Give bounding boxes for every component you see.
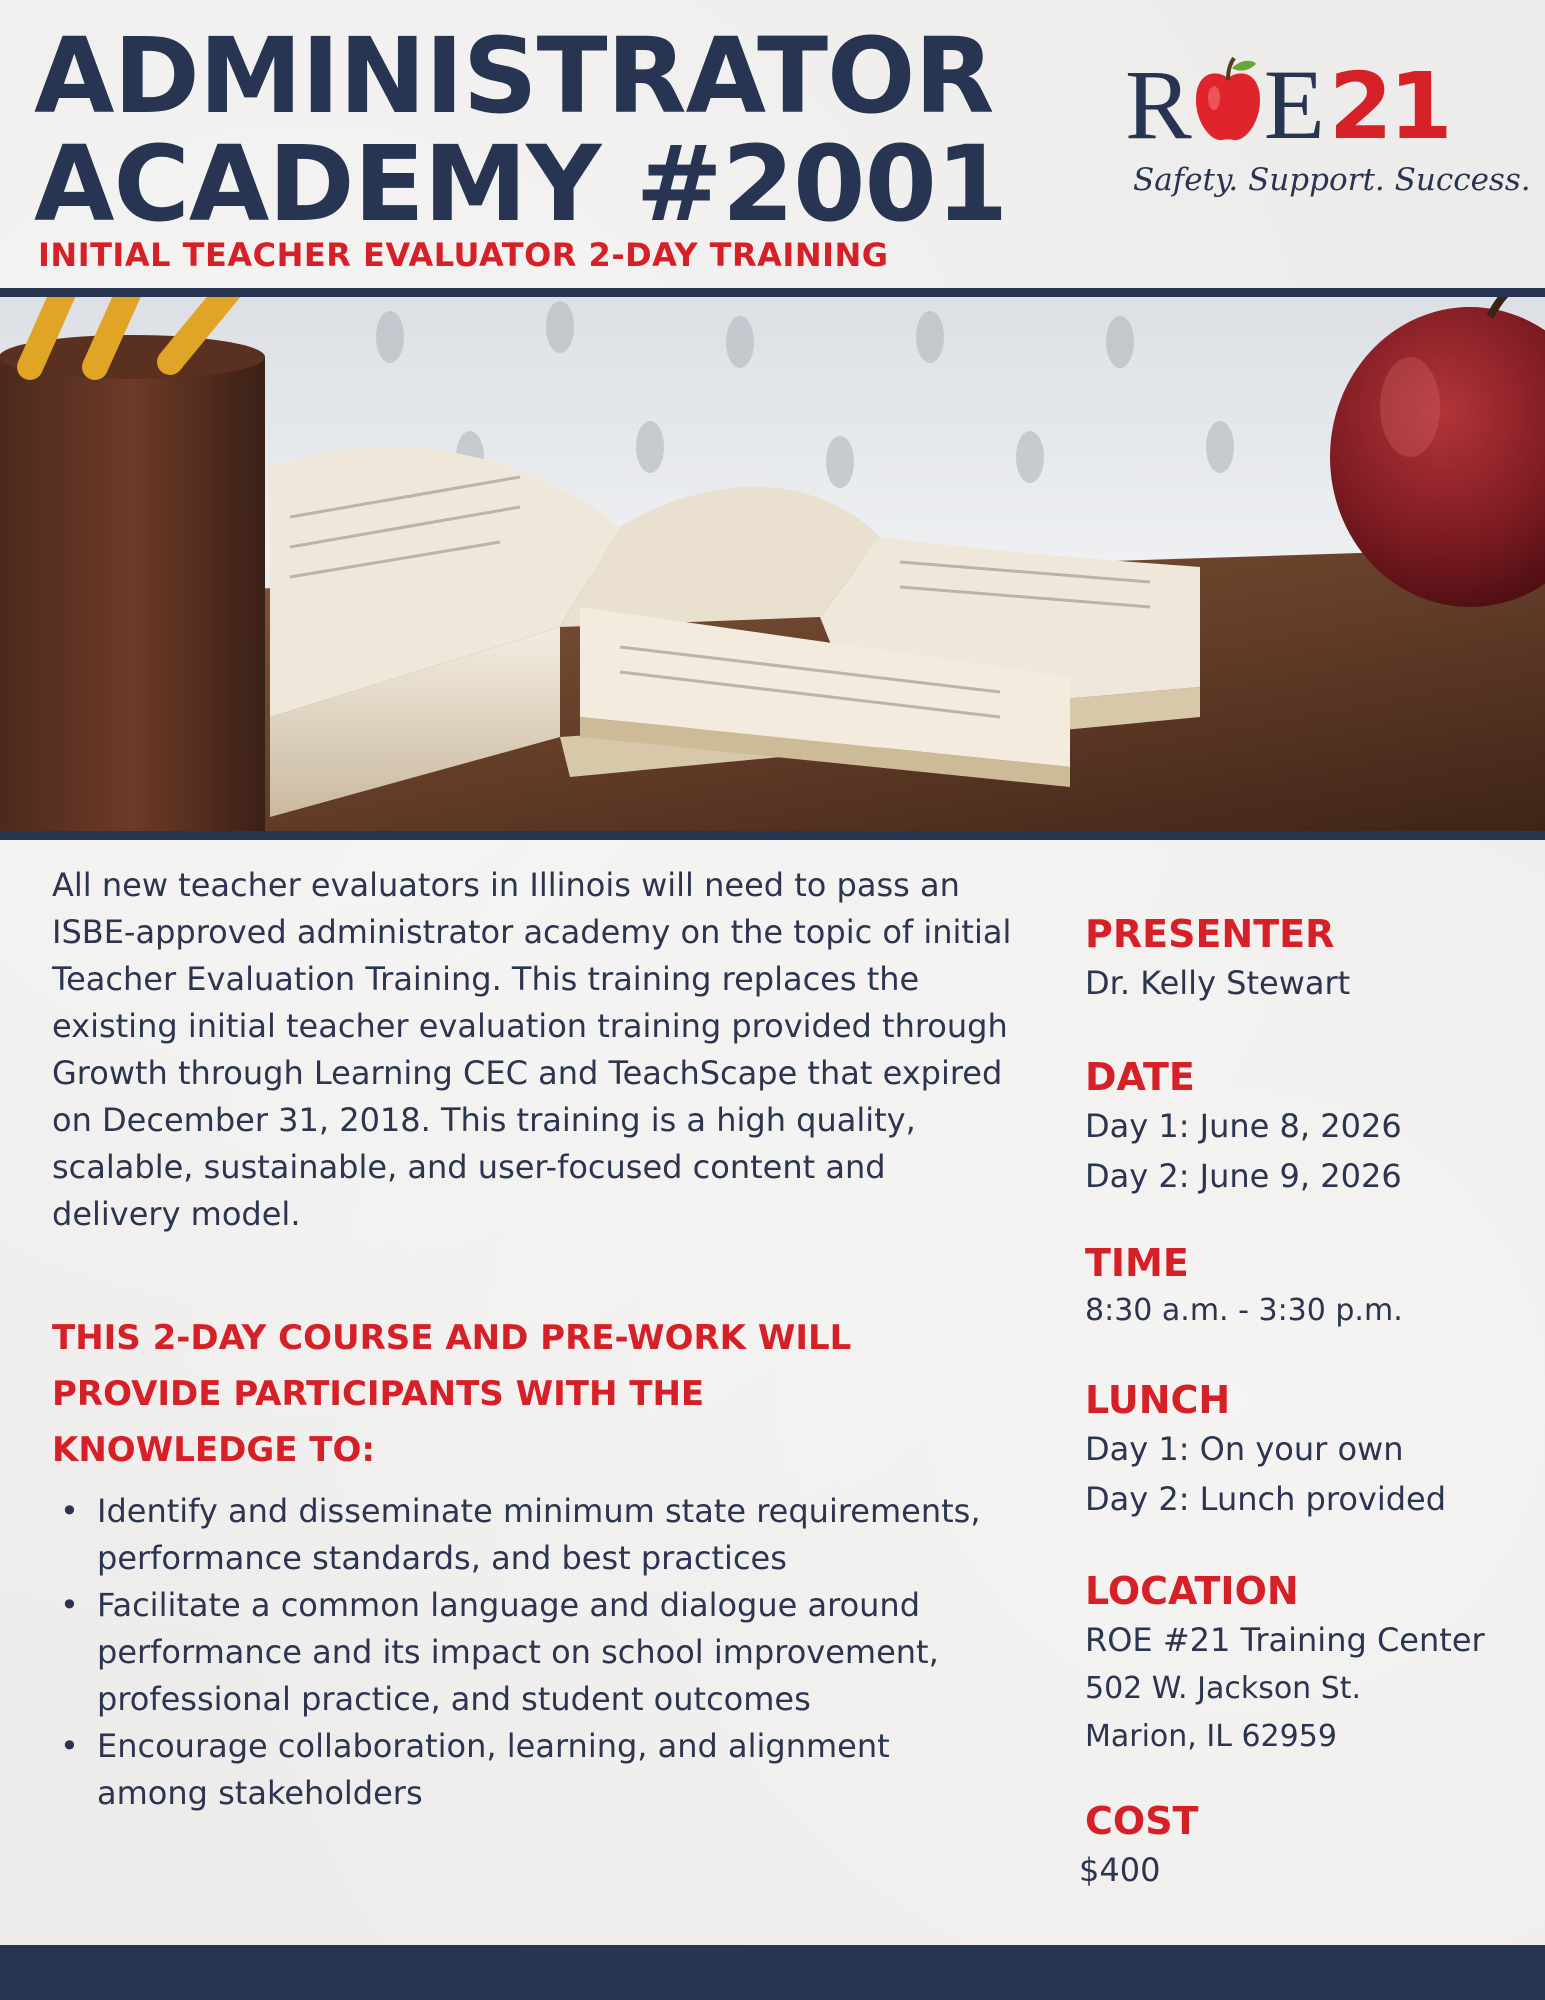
time-section	[1085, 1239, 1403, 1335]
header-photo-books-apple	[0, 297, 1545, 831]
date-section	[1085, 1053, 1402, 1201]
cost-heading: COST	[1085, 1799, 1199, 1843]
location-venue: ROE #21 Training Center	[1085, 1621, 1485, 1659]
apple-icon	[1192, 54, 1264, 144]
location-heading: LOCATION	[1085, 1569, 1299, 1613]
photo-bottom-rule	[0, 831, 1545, 840]
list-item: • Identify and disseminate minimum state requirements, performance standards, and best practices	[52, 1488, 1002, 1582]
time-heading: TIME	[1085, 1241, 1189, 1285]
footer-bar	[0, 1945, 1545, 2000]
list-item: • Encourage collaboration, learning, and alignment among stakeholders	[52, 1723, 1002, 1817]
page-title	[34, 15, 1014, 245]
presenter-name: Dr. Kelly Stewart	[1085, 964, 1351, 1002]
date-day-2: Day 2: June 9, 2026	[1085, 1157, 1402, 1195]
logo-number: 21	[1328, 53, 1449, 160]
cost-section	[1079, 1797, 1198, 1895]
time-value: 8:30 a.m. - 3:30 p.m.	[1085, 1293, 1403, 1328]
location-section	[1085, 1567, 1485, 1761]
presenter-section	[1085, 910, 1350, 1008]
date-day-1: Day 1: June 8, 2026	[1085, 1107, 1402, 1145]
roe21-logo	[1125, 49, 1531, 210]
logo-letter-r: R	[1125, 49, 1192, 160]
objectives-list	[52, 1488, 1002, 1817]
course-heading: THIS 2-DAY COURSE AND PRE-WORK WILL PROVIDE PARTICIPANTS WITH THE KNOWLEDGE TO:	[52, 1318, 852, 1470]
intro-paragraph: All new teacher evaluators in Illinois will need to pass an ISBE-approved administrator academy on the topic of initial Teacher Evaluation Training. This training replaces the existing initial teacher evaluation training provided through Growth through Learning CEC and TeachScape that expired on December 31, 2018. This training is a high quality, scalable, sustainable, and user-focused content and delivery model.	[52, 866, 1012, 1233]
page-subtitle: INITIAL TEACHER EVALUATOR 2-DAY TRAINING	[38, 236, 889, 274]
lunch-heading: LUNCH	[1085, 1378, 1231, 1422]
lunch-day-1: Day 1: On your own	[1085, 1430, 1404, 1468]
photo-top-rule	[0, 288, 1545, 297]
location-city: Marion, IL 62959	[1085, 1719, 1337, 1754]
logo-wordmark	[1125, 50, 1449, 160]
title-line-1: ADMINISTRATOR	[34, 15, 994, 137]
cost-value: $400	[1079, 1851, 1161, 1889]
title-line-2: ACADEMY #2001	[34, 123, 1008, 245]
photo-illustration	[0, 297, 1545, 831]
lunch-day-2: Day 2: Lunch provided	[1085, 1480, 1447, 1518]
lunch-section	[1085, 1376, 1446, 1524]
location-street: 502 W. Jackson St.	[1085, 1671, 1362, 1706]
logo-tagline: Safety. Support. Success.	[1133, 162, 1531, 198]
date-heading: DATE	[1085, 1055, 1195, 1099]
logo-letter-e: E	[1263, 49, 1325, 160]
list-item: • Facilitate a common language and dialogue around performance and its impact on school improvement, professional practice, and student outcomes	[52, 1582, 1002, 1723]
presenter-heading: PRESENTER	[1085, 912, 1335, 956]
